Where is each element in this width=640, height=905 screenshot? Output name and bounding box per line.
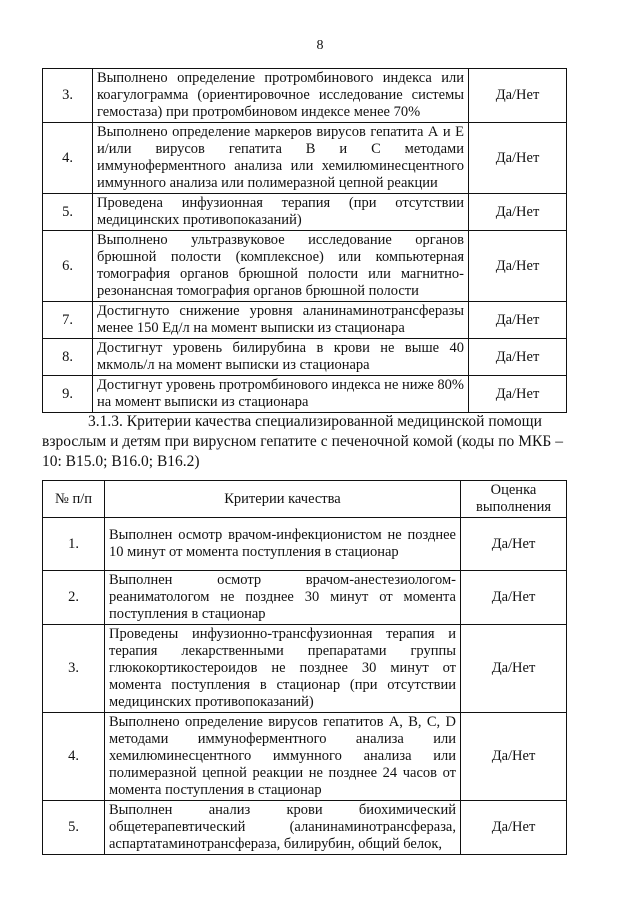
criterion-text: Выполнен осмотр врачом-анестезиологом-реаниматологом не позднее 30 минут от момента поступления в стационар: [105, 571, 461, 625]
table-row: [43, 625, 567, 713]
criteria-table-continued: [42, 68, 567, 413]
table-row: [43, 231, 567, 302]
table-row: [43, 123, 567, 194]
table-row: [43, 801, 567, 855]
evaluation-result: Да/Нет: [469, 231, 567, 302]
page-number: 8: [316, 38, 324, 53]
row-number: 8.: [43, 339, 93, 376]
row-number: 6.: [43, 231, 93, 302]
header-number: № п/п: [43, 481, 105, 518]
criterion-text: Выполнено ультразвуковое исследование органов брюшной полости (комплексное) или компьютерная томография органов брюшной полости или магнитно-резонансная томография органов брюшной полости: [93, 231, 469, 302]
table-row: [43, 339, 567, 376]
row-number: 9.: [43, 376, 93, 413]
evaluation-result: Да/Нет: [469, 376, 567, 413]
row-number: 5.: [43, 801, 105, 855]
table-row: [43, 713, 567, 801]
criterion-text: Достигнут уровень билирубина в крови не выше 40 мкмоль/л на момент выписки из стационара: [93, 339, 469, 376]
section-heading-start: 3.1.3. Критерии качества специализированной медицинской помощи: [88, 413, 542, 430]
table-row: [43, 69, 567, 123]
table-row: [43, 518, 567, 571]
header-criteria: Критерии качества: [105, 481, 461, 518]
criterion-text: Достигнуто снижение уровня аланинаминотрансферазы менее 150 Ед/л на момент выписки из стационара: [93, 302, 469, 339]
criterion-text: Проведены инфузионно-трансфузионная терапия и терапия лекарственными препаратами группы глюкокортикостероидов не позднее 30 минут от момента поступления в стационар (при отсутствии медицинских противопоказаний): [105, 625, 461, 713]
evaluation-result: Да/Нет: [461, 801, 567, 855]
evaluation-result: Да/Нет: [461, 625, 567, 713]
evaluation-result: Да/Нет: [461, 713, 567, 801]
evaluation-result: Да/Нет: [469, 194, 567, 231]
evaluation-result: Да/Нет: [469, 302, 567, 339]
section-heading-rest: взрослым и детям при вирусном гепатите с печеночной комой (коды по МКБ – 10: В15.0; В16.0; В16.2): [42, 433, 563, 470]
row-number: 7.: [43, 302, 93, 339]
table-row: [43, 302, 567, 339]
criteria-table: [42, 480, 567, 855]
table-row: [43, 194, 567, 231]
evaluation-result: Да/Нет: [469, 339, 567, 376]
row-number: 1.: [43, 518, 105, 571]
table-row: [43, 571, 567, 625]
table-header-row: [43, 481, 567, 518]
row-number: 4.: [43, 713, 105, 801]
row-number: 3.: [43, 625, 105, 713]
header-evaluation: Оценка выполнения: [461, 481, 567, 518]
criterion-text: Проведена инфузионная терапия (при отсутствии медицинских противопоказаний): [93, 194, 469, 231]
evaluation-result: Да/Нет: [469, 69, 567, 123]
evaluation-result: Да/Нет: [461, 571, 567, 625]
criterion-text: Выполнен анализ крови биохимический общетерапевтический (аланинаминотрансфераза, аспартатаминотрансфераза, билирубин, общий белок,: [105, 801, 461, 855]
row-number: 5.: [43, 194, 93, 231]
criterion-text: Выполнено определение маркеров вирусов гепатита А и Е и/или вирусов гепатита В и С методами иммуноферментного анализа или хемилюминесцентного иммунного анализа или полимеразной цепной реакции: [93, 123, 469, 194]
criterion-text: Выполнено определение протромбинового индекса или коагулограмма (ориентировочное исследование системы гемостаза) при протромбиновом индексе менее 70%: [93, 69, 469, 123]
section-heading: [42, 412, 563, 472]
evaluation-result: Да/Нет: [461, 518, 567, 571]
criterion-text: Достигнут уровень протромбинового индекса не ниже 80% на момент выписки из стационара: [93, 376, 469, 413]
criterion-text: Выполнено определение вирусов гепатитов А, В, С, D методами иммуноферментного анализа или хемилюминесцентного иммунного анализа или полимеразной цепной реакции не позднее 24 часов от момента поступления в стационар: [105, 713, 461, 801]
evaluation-result: Да/Нет: [469, 123, 567, 194]
row-number: 3.: [43, 69, 93, 123]
row-number: 2.: [43, 571, 105, 625]
criterion-text: Выполнен осмотр врачом-инфекционистом не позднее 10 минут от момента поступления в стационар: [105, 518, 461, 571]
row-number: 4.: [43, 123, 93, 194]
table-row: [43, 376, 567, 413]
